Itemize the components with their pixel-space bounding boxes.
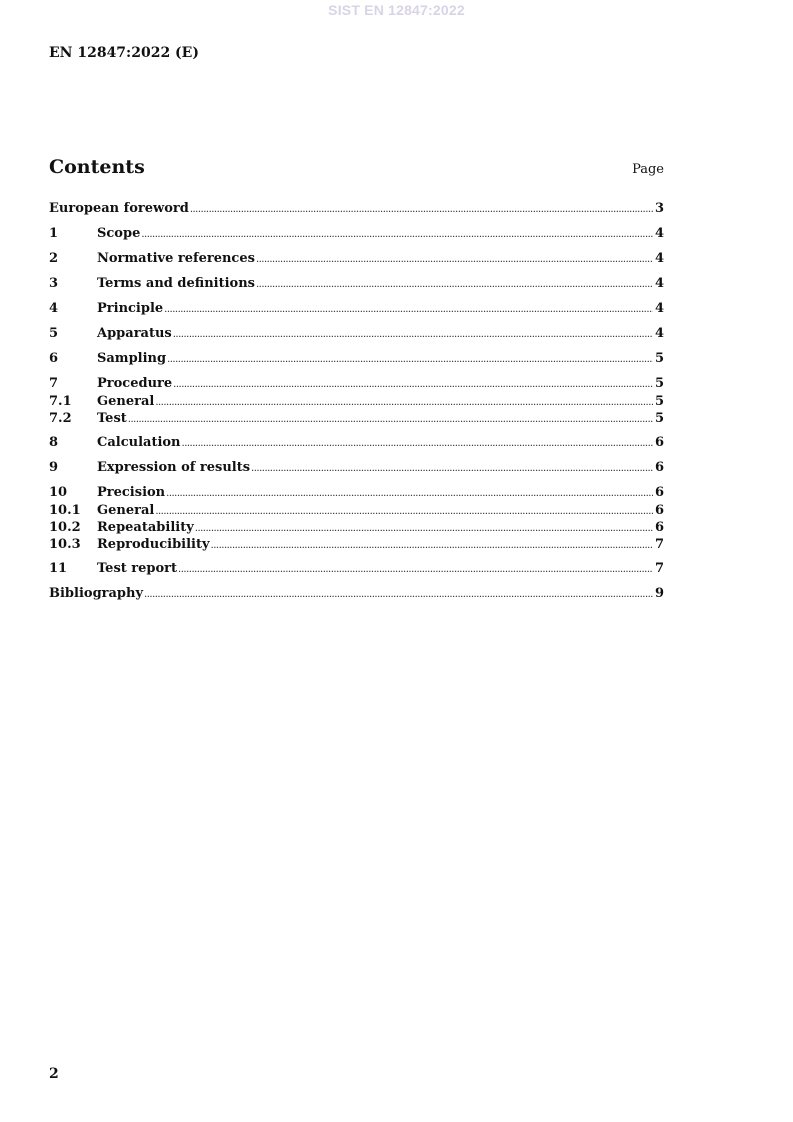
toc-entry-page: 6 bbox=[654, 435, 664, 450]
toc-entry-number: 8 bbox=[49, 435, 59, 450]
document-id: EN 12847:2022 (E) bbox=[49, 45, 199, 61]
toc-entry-number: 10.3 bbox=[49, 537, 81, 552]
toc-entry-bibliography[interactable] bbox=[49, 584, 664, 603]
dot-leader bbox=[141, 225, 653, 243]
dot-leader bbox=[128, 411, 653, 427]
toc-entry-page: 6 bbox=[654, 485, 664, 500]
dot-leader bbox=[178, 560, 653, 578]
dot-leader bbox=[173, 375, 653, 393]
toc-entry-page: 4 bbox=[654, 301, 664, 316]
toc-entry-european-foreword[interactable] bbox=[49, 199, 664, 218]
toc-entry-test-report[interactable] bbox=[49, 559, 664, 578]
toc-entry-title: Normative references bbox=[97, 251, 255, 266]
toc-entry-calculation[interactable] bbox=[49, 433, 664, 452]
dot-leader bbox=[144, 585, 653, 603]
toc-entry-title: Calculation bbox=[97, 435, 181, 450]
contents-heading: Contents bbox=[49, 156, 145, 178]
toc-entry-title: Bibliography bbox=[49, 586, 144, 601]
toc-entry-apparatus[interactable] bbox=[49, 324, 664, 343]
toc-entry-page: 7 bbox=[654, 537, 664, 552]
toc-entry-number: 10 bbox=[49, 485, 68, 500]
dot-leader bbox=[195, 520, 653, 536]
page-number: 2 bbox=[49, 1066, 59, 1082]
toc-entry-page: 5 bbox=[654, 411, 664, 426]
toc-entry-number: 5 bbox=[49, 326, 59, 341]
toc-entry-page: 5 bbox=[654, 394, 664, 409]
toc-entry-number: 10.1 bbox=[49, 503, 81, 518]
toc-entry-number: 1 bbox=[49, 226, 59, 241]
toc-entry-page: 6 bbox=[654, 460, 664, 475]
toc-entry-test[interactable] bbox=[49, 410, 664, 427]
toc-entry-page: 4 bbox=[654, 326, 664, 341]
toc-entry-number: 11 bbox=[49, 561, 68, 576]
toc-entry-precision-general[interactable] bbox=[49, 502, 664, 519]
toc-entry-number: 6 bbox=[49, 351, 59, 366]
toc-entry-precision[interactable] bbox=[49, 483, 664, 502]
toc-entry-page: 5 bbox=[654, 376, 664, 391]
toc-entry-title: Sampling bbox=[97, 351, 167, 366]
toc-entry-page: 4 bbox=[654, 251, 664, 266]
toc-entry-number: 7.1 bbox=[49, 394, 72, 409]
toc-entry-repeatability[interactable] bbox=[49, 519, 664, 536]
toc-entry-title: Principle bbox=[97, 301, 164, 316]
toc-entry-procedure-general[interactable] bbox=[49, 393, 664, 410]
toc-entry-principle[interactable] bbox=[49, 299, 664, 318]
toc-entry-expression-of-results[interactable] bbox=[49, 458, 664, 477]
toc-entry-page: 6 bbox=[654, 503, 664, 518]
toc-entry-terms-and-definitions[interactable] bbox=[49, 274, 664, 293]
toc-entry-title: Scope bbox=[97, 226, 141, 241]
table-of-contents bbox=[49, 199, 664, 603]
toc-entry-number: 9 bbox=[49, 460, 59, 475]
toc-entry-page: 5 bbox=[654, 351, 664, 366]
toc-entry-number: 2 bbox=[49, 251, 59, 266]
toc-entry-title: European foreword bbox=[49, 201, 189, 216]
toc-entry-title: General bbox=[97, 394, 155, 409]
toc-entry-title: Test bbox=[97, 411, 127, 426]
toc-entry-title: Expression of results bbox=[97, 460, 251, 475]
toc-entry-sampling[interactable] bbox=[49, 349, 664, 368]
toc-entry-title: Apparatus bbox=[97, 326, 172, 341]
toc-entry-number: 7.2 bbox=[49, 411, 72, 426]
toc-entry-title: Precision bbox=[97, 485, 166, 500]
dot-leader bbox=[256, 275, 653, 293]
toc-entry-page: 4 bbox=[654, 276, 664, 291]
toc-entry-number: 4 bbox=[49, 301, 59, 316]
dot-leader bbox=[256, 250, 653, 268]
toc-entry-title: Procedure bbox=[97, 376, 173, 391]
toc-entry-procedure[interactable] bbox=[49, 374, 664, 393]
toc-entry-page: 3 bbox=[654, 201, 664, 216]
toc-entry-title: Repeatability bbox=[97, 520, 194, 535]
watermark: SIST EN 12847:2022 bbox=[328, 2, 465, 18]
toc-entry-number: 3 bbox=[49, 276, 59, 291]
toc-entry-page: 9 bbox=[654, 586, 664, 601]
toc-entry-title: Reproducibility bbox=[97, 537, 210, 552]
dot-leader bbox=[173, 325, 653, 343]
page-column-label: Page bbox=[632, 162, 664, 177]
dot-leader bbox=[211, 537, 653, 553]
toc-entry-normative-references[interactable] bbox=[49, 249, 664, 268]
toc-entry-reproducibility[interactable] bbox=[49, 536, 664, 553]
dot-leader bbox=[251, 459, 653, 477]
dot-leader bbox=[155, 503, 653, 519]
toc-entry-page: 6 bbox=[654, 520, 664, 535]
toc-entry-scope[interactable] bbox=[49, 224, 664, 243]
dot-leader bbox=[166, 484, 653, 502]
dot-leader bbox=[155, 394, 653, 410]
toc-entry-title: Test report bbox=[97, 561, 178, 576]
toc-entry-page: 7 bbox=[654, 561, 664, 576]
dot-leader bbox=[167, 350, 653, 368]
dot-leader bbox=[164, 300, 653, 318]
toc-entry-page: 4 bbox=[654, 226, 664, 241]
toc-entry-number: 7 bbox=[49, 376, 59, 391]
dot-leader bbox=[190, 200, 653, 218]
toc-entry-title: Terms and definitions bbox=[97, 276, 255, 291]
dot-leader bbox=[182, 434, 653, 452]
toc-entry-title: General bbox=[97, 503, 155, 518]
toc-entry-number: 10.2 bbox=[49, 520, 81, 535]
